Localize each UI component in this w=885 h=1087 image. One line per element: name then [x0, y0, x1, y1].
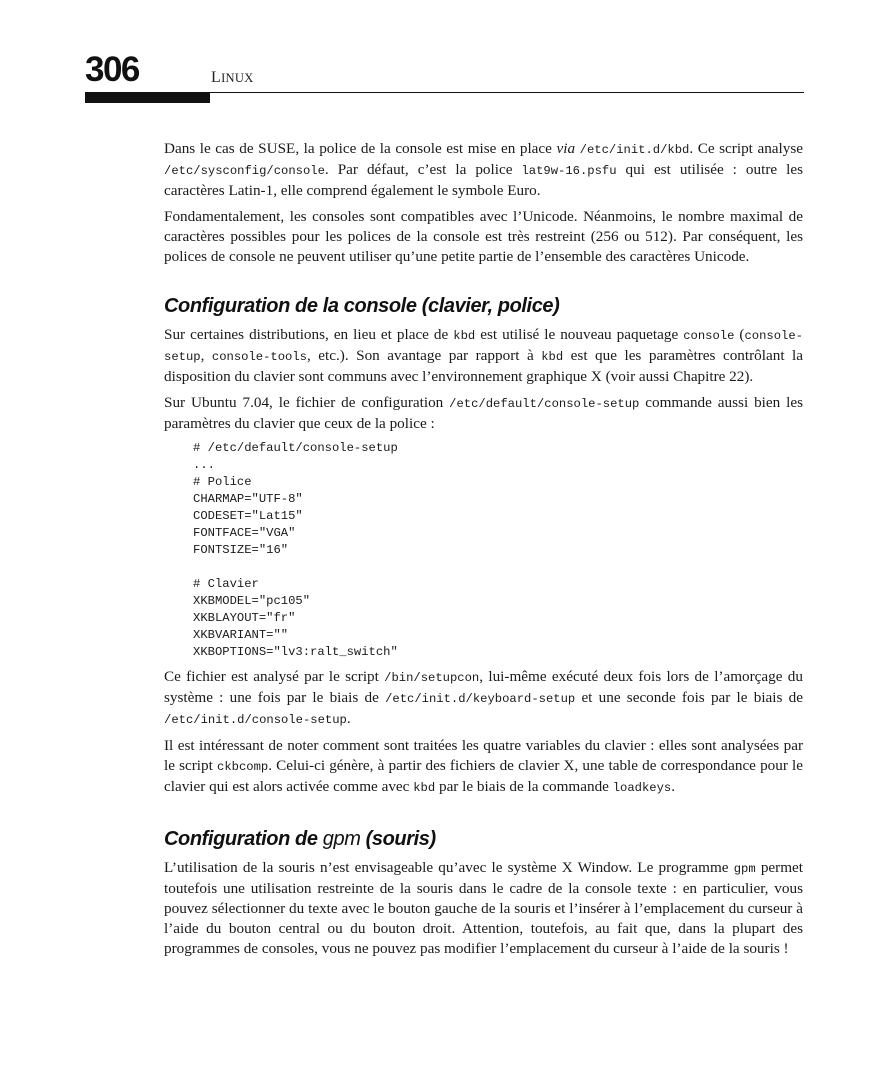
text-run: .	[671, 778, 676, 795]
text-run: L’utilisation de la souris n’est envisageable qu’avec le système X Window. Le programme	[164, 859, 734, 876]
text-run: Sur certaines distributions, en lieu et place de	[164, 326, 454, 343]
text-run: Sur Ubuntu 7.04, le fichier de configuration	[164, 394, 450, 411]
heading-gpm-term: gpm	[322, 828, 361, 850]
code-path-keyboard-setup: /etc/init.d/keyboard-setup	[385, 692, 576, 706]
code-path-init-kbd: /etc/init.d/kbd	[579, 143, 690, 157]
heading-text: (souris)	[360, 828, 436, 850]
paragraph-suse-font	[164, 139, 803, 201]
text-run: . Par défaut, c’est la police	[324, 161, 522, 178]
code-line: CODESET="Lat15"	[193, 509, 303, 523]
paragraph-console-package	[164, 325, 803, 387]
code-listing-console-setup	[193, 440, 803, 661]
code-line: XKBMODEL="pc105"	[193, 594, 311, 608]
text-run: qui est utilisée : outre les caractères Latin-1, elle comprend également le symbole Euro.	[164, 161, 803, 199]
code-line: XKBVARIANT=""	[193, 628, 289, 642]
code-path-setupcon: /bin/setupcon	[384, 671, 480, 685]
code-line: XKBOPTIONS="lv3:ralt_switch"	[193, 645, 398, 659]
text-run: . Ce script analyse	[689, 140, 803, 157]
running-head	[211, 69, 254, 87]
text-run: . Celui-ci génère, à partir des fichiers de clavier X, une table de correspondance pour le clavier qui est alors activée comme avec	[164, 757, 804, 795]
paragraph-gpm	[164, 858, 803, 959]
code-font-name: lat9w-16.psfu	[521, 164, 617, 178]
text-run: est utilisé le nouveau paquetage	[475, 326, 684, 343]
text-run: , etc.). Son avantage par rapport à	[306, 347, 542, 364]
paragraph-setupcon	[164, 667, 803, 730]
code-line: # /etc/default/console-setup	[193, 441, 398, 455]
text-run: Il est intéressant de noter comment sont traitées les quatre variables du clavier : elles sont analysées par le script	[164, 737, 803, 774]
paragraph-unicode: Fondamentalement, les consoles sont compatibles avec l’Unicode. Néanmoins, le nombre maximal de caractères possibles pour les polices de la console est très restreint (256 ou 512). Par conséquent, les polices de console ne peuvent utiliser qu’une petite partie de l’ensemble des caractères Unicode.	[164, 208, 803, 265]
code-console: console	[683, 329, 735, 343]
text-run: et une seconde fois par le biais de	[575, 689, 803, 706]
text-run: ,	[200, 347, 212, 364]
code-line: ...	[193, 458, 215, 472]
code-console-setup: console-setup	[164, 329, 803, 364]
code-line: XKBLAYOUT="fr"	[193, 611, 296, 625]
running-head-initial: L	[211, 69, 222, 86]
code-path-default-console-setup: /etc/default/console-setup	[449, 397, 640, 411]
section-heading-console-config: Configuration de la console (clavier, police)	[164, 295, 560, 317]
paragraph-ckbcomp	[164, 736, 803, 798]
code-line: # Clavier	[193, 577, 259, 591]
code-line-blank	[193, 559, 803, 576]
text-run: Dans le cas de SUSE, la police de la console est mise en place	[164, 140, 557, 157]
text-run: (	[734, 326, 745, 343]
code-line: FONTSIZE="16"	[193, 543, 289, 557]
code-line: CHARMAP="UTF-8"	[193, 492, 303, 506]
code-line: FONTFACE="VGA"	[193, 526, 296, 540]
text-run: .	[346, 710, 351, 727]
section-heading-gpm	[164, 826, 803, 852]
text-run: permet toutefois une utilisation restreinte de la souris dans le cadre de la console texte : en particulier, vous pouvez sélectionner du texte avec le bouton gauche de la souris et l’insérer à l’emplacement du curseur à l’aide du bouton central ou du bouton droit. Attention, toutefois, au fait que, dans la plupart des programmes de consoles, vous ne pouvez pas modifier l’emplacement du curseur à l’aide de la souris !	[164, 859, 803, 957]
code-gpm: gpm	[733, 862, 756, 876]
page-number: 306	[85, 50, 139, 89]
text-run: , lui-même exécuté deux fois lors de l’amorçage du système : une fois par le biais de	[164, 668, 803, 706]
code-ckbcomp: ckbcomp	[217, 760, 269, 774]
text-run: est que les paramètres contrôlant la disposition du clavier sont communs avec l’environnement graphique X (voir aussi Chapitre 22).	[164, 347, 803, 385]
text-run: par le biais de la commande	[435, 778, 613, 795]
header-bar	[85, 93, 210, 103]
code-loadkeys: loadkeys	[612, 781, 672, 795]
code-kbd: kbd	[453, 329, 476, 343]
code-kbd: kbd	[541, 350, 564, 364]
code-kbd: kbd	[413, 781, 436, 795]
heading-text: Configuration de	[164, 828, 323, 850]
code-path-init-console-setup: /etc/init.d/console-setup	[164, 713, 347, 727]
paragraph-ubuntu-config	[164, 393, 803, 434]
page-body	[164, 139, 803, 965]
italic-via: via	[556, 140, 576, 157]
running-head-smallcaps: INUX	[221, 71, 254, 85]
code-line: # Police	[193, 475, 252, 489]
text-run: commande aussi bien les paramètres du clavier que ceux de la police :	[164, 394, 804, 432]
text-run: Ce fichier est analysé par le script	[164, 668, 385, 685]
code-path-sysconfig-console: /etc/sysconfig/console	[164, 164, 325, 178]
code-console-tools: console-tools	[211, 350, 307, 364]
